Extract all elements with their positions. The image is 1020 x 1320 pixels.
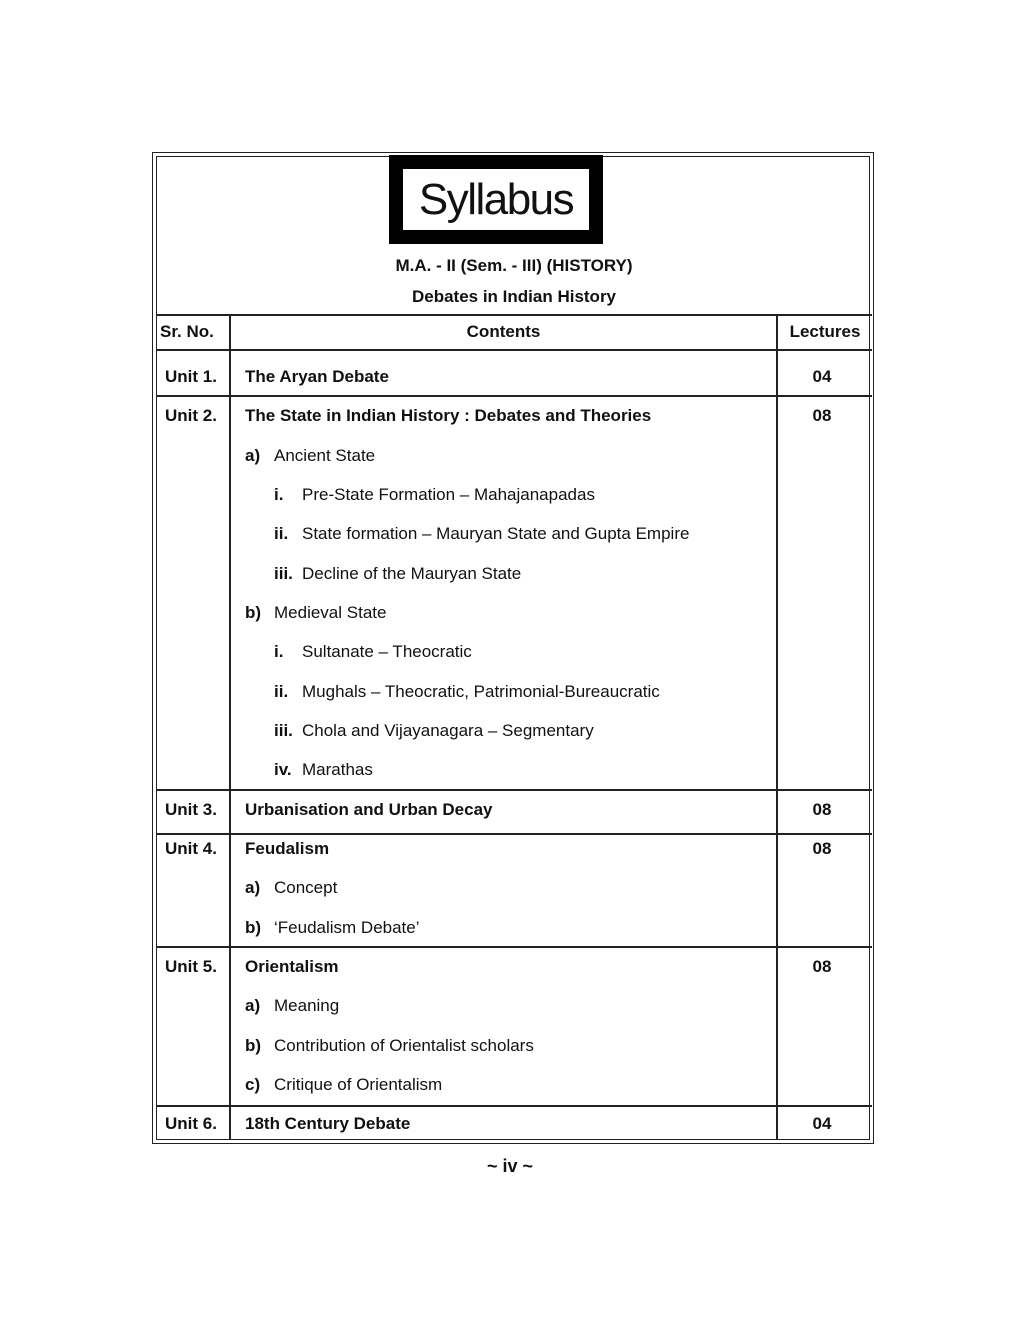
list-marker: iii. <box>274 721 293 740</box>
list-item-text: Meaning <box>274 996 340 1015</box>
sub-list-item <box>274 721 594 741</box>
list-item <box>245 446 375 466</box>
unit-sr: Unit 2. <box>165 406 217 425</box>
header-lectures: Lectures <box>789 322 861 341</box>
unit-lectures: 04 <box>812 367 832 386</box>
sub-list-item <box>274 760 373 780</box>
unit-lectures: 08 <box>812 839 832 858</box>
list-marker: b) <box>245 918 262 937</box>
list-marker: iv. <box>274 760 292 779</box>
list-item-text: Chola and Vijayanagara – Segmentary <box>302 721 594 740</box>
list-item <box>245 878 337 898</box>
row-divider <box>156 789 872 791</box>
list-item-text: Pre-State Formation – Mahajanapadas <box>302 485 595 504</box>
list-item <box>245 918 420 938</box>
syllabus-title: Syllabus <box>403 169 589 230</box>
unit-sr: Unit 6. <box>165 1114 217 1133</box>
row-divider <box>156 1105 872 1107</box>
list-marker: a) <box>245 878 261 897</box>
list-item-text: ‘Feudalism Debate’ <box>274 918 420 937</box>
unit-title: Orientalism <box>245 957 339 976</box>
sub-list-item <box>274 682 660 702</box>
row-divider <box>156 395 872 397</box>
unit-lectures: 08 <box>812 800 832 819</box>
row-divider <box>156 833 872 835</box>
unit-title: 18th Century Debate <box>245 1114 411 1133</box>
list-item <box>245 996 339 1016</box>
sub-list-item <box>274 485 595 505</box>
list-marker: iii. <box>274 564 293 583</box>
row-divider <box>156 946 872 948</box>
unit-lectures: 08 <box>812 957 832 976</box>
unit-sr: Unit 1. <box>165 367 217 386</box>
unit-title: The State in Indian History : Debates and Theories <box>245 406 652 425</box>
list-item-text: Decline of the Mauryan State <box>302 564 522 583</box>
list-item-text: Medieval State <box>274 603 387 622</box>
list-marker: i. <box>274 485 284 504</box>
table-top-border <box>156 314 872 316</box>
list-item-text: State formation – Mauryan State and Gupta Empire <box>302 524 690 543</box>
unit-lectures: 08 <box>812 406 832 425</box>
list-item-text: Sultanate – Theocratic <box>302 642 472 661</box>
unit-sr: Unit 5. <box>165 957 217 976</box>
unit-sr: Unit 3. <box>165 800 217 819</box>
list-marker: a) <box>245 446 261 465</box>
list-marker: i. <box>274 642 284 661</box>
unit-title: The Aryan Debate <box>245 367 389 386</box>
header-sr-no: Sr. No. <box>160 322 214 341</box>
list-item-text: Critique of Orientalism <box>274 1075 443 1094</box>
column-divider <box>229 314 231 1140</box>
sub-list-item <box>274 642 472 662</box>
unit-sr: Unit 4. <box>165 839 217 858</box>
list-marker: c) <box>245 1075 261 1094</box>
list-item <box>245 1036 534 1056</box>
list-item-text: Ancient State <box>274 446 376 465</box>
list-marker: ii. <box>274 682 289 701</box>
column-divider <box>776 314 778 1140</box>
list-marker: b) <box>245 1036 262 1055</box>
list-item-text: Marathas <box>302 760 373 779</box>
list-marker: ii. <box>274 524 289 543</box>
header-bottom-border <box>156 349 872 351</box>
list-item-text: Concept <box>274 878 338 897</box>
list-marker: b) <box>245 603 262 622</box>
list-item <box>245 603 386 623</box>
page-number: ~ iv ~ <box>486 1156 534 1176</box>
list-item-text: Contribution of Orientalist scholars <box>274 1036 534 1055</box>
header-contents: Contents <box>466 322 541 341</box>
course-title: Debates in Indian History <box>411 287 617 306</box>
syllabus-title-box <box>389 155 603 244</box>
list-marker: a) <box>245 996 261 1015</box>
program-title: M.A. - II (Sem. - III) (HISTORY) <box>395 256 633 275</box>
list-item-text: Mughals – Theocratic, Patrimonial-Bureaucratic <box>302 682 660 701</box>
unit-title: Feudalism <box>245 839 330 858</box>
unit-title: Urbanisation and Urban Decay <box>245 800 493 819</box>
unit-lectures: 04 <box>812 1114 832 1133</box>
list-item <box>245 1075 442 1095</box>
sub-list-item <box>274 524 689 544</box>
sub-list-item <box>274 564 521 584</box>
